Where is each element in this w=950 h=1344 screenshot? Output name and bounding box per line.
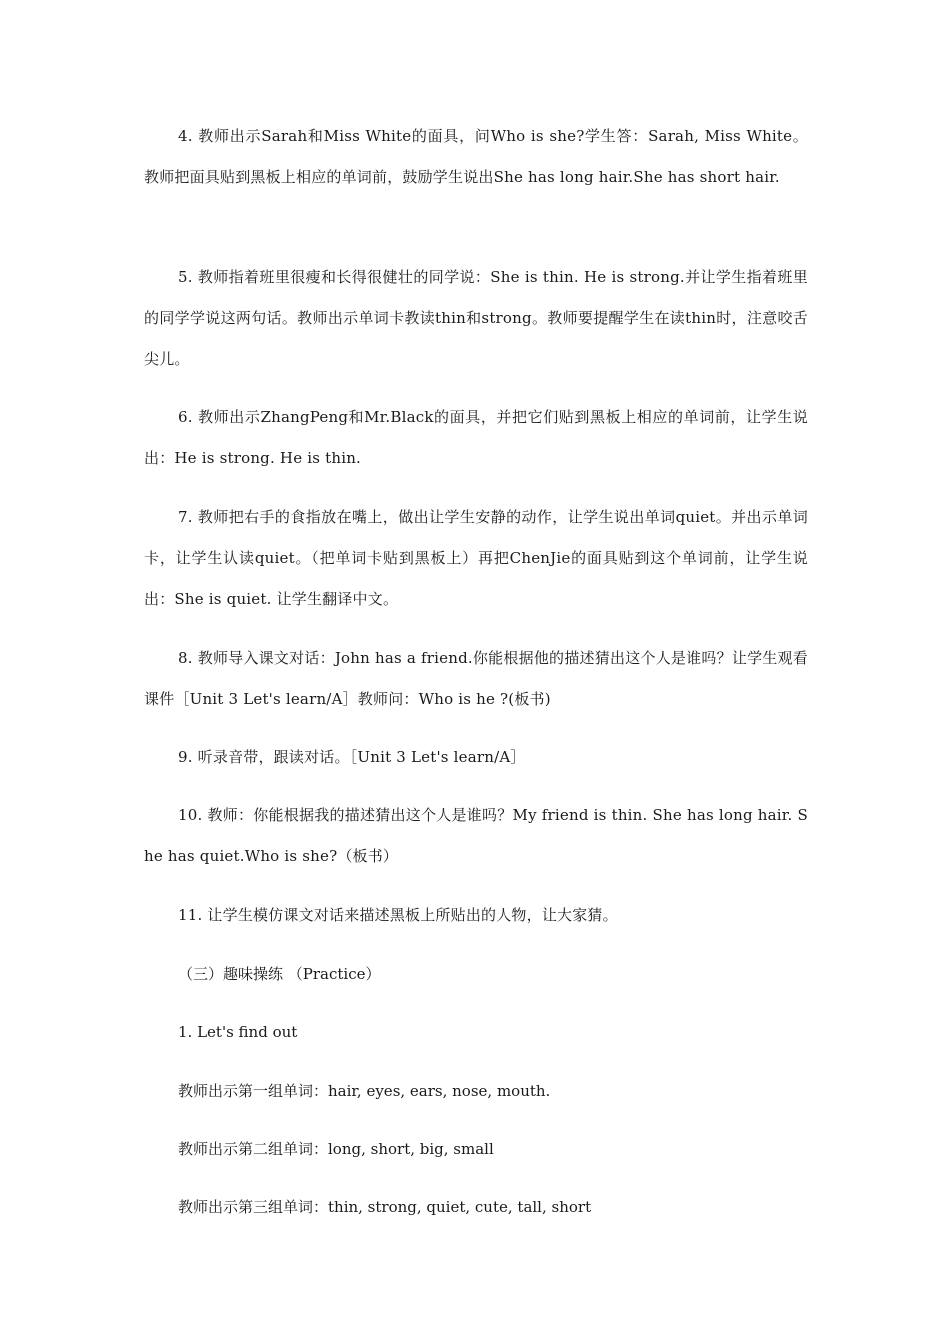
paragraph-step-9: 9. 听录音带，跟读对话。［Unit 3 Let's learn/A］ xyxy=(178,748,526,766)
paragraph-step-7: 7. 教师把右手的食指放在嘴上，做出让学生安静的动作，让学生说出单词quiet。并出示单词卡，让学生认读quiet。（把单词卡贴到黑板上）再把ChenJie的面具贴到这个单词前，让学生说出：She is quiet. 让学生翻译中文。 xyxy=(144,508,808,608)
paragraph-step-4: 4. 教师出示Sarah和Miss White的面具，问Who is she?学生答：Sarah, Miss White。教师把面具贴到黑板上相应的单词前，鼓励学生说出She has long hair.She has short hair. xyxy=(144,127,808,186)
paragraph-step-8: 8. 教师导入课文对话：John has a friend.你能根据他的描述猜出这个人是谁吗？让学生观看课件［Unit 3 Let's learn/A］教师问：Who is he ?(板书) xyxy=(144,649,808,708)
word-group-3: 教师出示第三组单词：thin, strong, quiet, cute, tall, short xyxy=(178,1198,592,1216)
section-heading: （三）趣味操练 （Practice） xyxy=(178,965,381,983)
paragraph-step-11: 11. 让学生模仿课文对话来描述黑板上所贴出的人物，让大家猜。 xyxy=(178,906,618,924)
paragraph-step-5: 5. 教师指着班里很瘦和长得很健壮的同学说：She is thin. He is strong.并让学生指着班里的同学学说这两句话。教师出示单词卡教读thin和strong。教师要提醒学生在读thin时，注意咬舌尖儿。 xyxy=(144,268,808,368)
activity-title: 1. Let's find out xyxy=(178,1023,298,1041)
paragraph-step-6: 6. 教师出示ZhangPeng和Mr.Black的面具，并把它们贴到黑板上相应的单词前，让学生说出：He is strong. He is thin. xyxy=(144,408,808,467)
word-group-2: 教师出示第二组单词：long, short, big, small xyxy=(178,1140,494,1158)
paragraph-step-10: 10. 教师：你能根据我的描述猜出这个人是谁吗？My friend is thin. She has long hair. She has quiet.Who is she?（板书） xyxy=(144,806,808,865)
word-group-1: 教师出示第一组单词：hair, eyes, ears, nose, mouth. xyxy=(178,1082,551,1100)
